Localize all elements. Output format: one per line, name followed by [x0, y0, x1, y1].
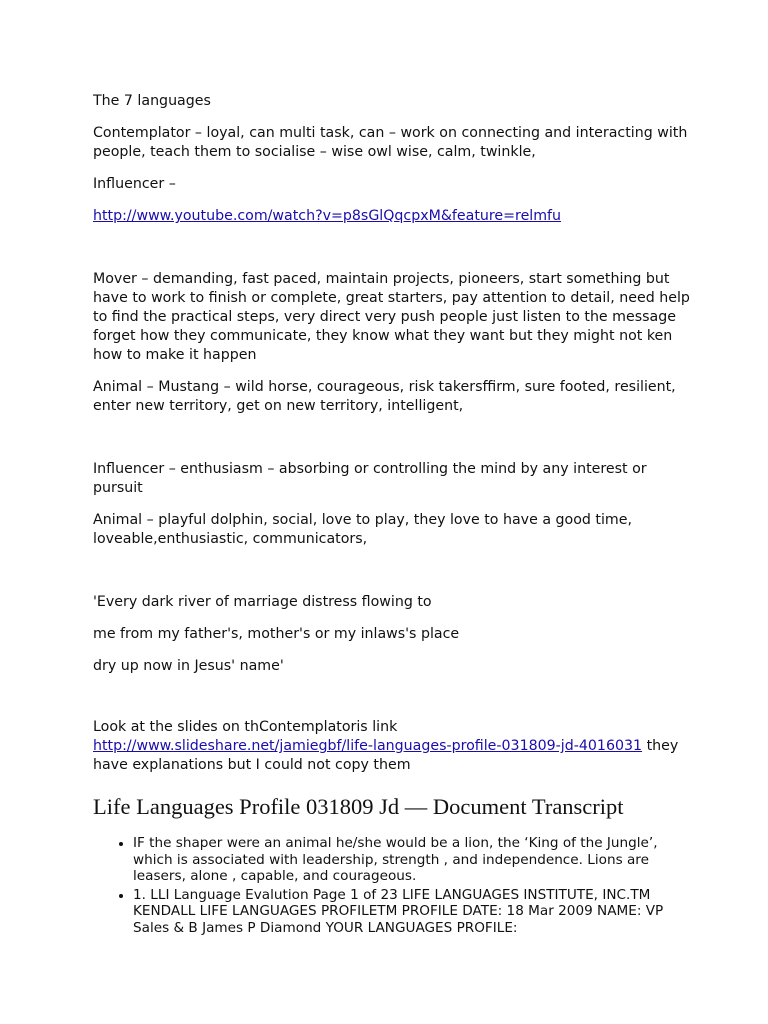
- transcript-list: [93, 835, 693, 936]
- youtube-link[interactable]: http://www.youtube.com/watch?v=p8sGlQqcpxM&feature=relmfu: [93, 208, 562, 224]
- influencer-animal-paragraph: Animal – playful dolphin, social, love to play, they love to have a good time, loveable,enthusiastic, communicators,: [93, 512, 632, 547]
- youtube-paragraph: [93, 207, 693, 226]
- mover-paragraph: Mover – demanding, fast paced, maintain projects, pioneers, start something but have to work to finish or complete, great starters, pay attention to detail, need help to find the practical steps, very direct very push people just listen to the message forget how they communicate, they know what they want but they might not ken how to make it happen: [93, 271, 690, 363]
- document-title-line: The 7 languages: [93, 93, 211, 109]
- transcript-heading: Life Languages Profile 031809 Jd — Document Transcript: [93, 794, 624, 819]
- transcript-item: • IF the shaper were an animal he/she would be a lion, the ‘King of the Jungle’, which is associated with leadership, strength , and independence. Lions are leasers, alone , capable, and courageous.: [133, 835, 693, 885]
- slides-outro: they have explanations but I could not copy them: [93, 738, 679, 773]
- spacer: [93, 239, 693, 270]
- slides-intro: Look at the slides on thContemplatoris link: [93, 719, 398, 735]
- slides-paragraph: [93, 718, 693, 775]
- spacer: [93, 562, 693, 593]
- prayer-line-3: dry up now in Jesus' name': [93, 658, 284, 674]
- document-body: [93, 92, 693, 938]
- prayer-line-2: me from my father's, mother's or my inlaws's place: [93, 626, 460, 642]
- spacer: [93, 429, 693, 460]
- transcript-item: • 1. LLI Language Evalution Page 1 of 23 LIFE LANGUAGES INSTITUTE, INC.TM KENDALL LIFE LANGUAGES PROFILETM PROFILE DATE: 18 Mar 2009 NAME: VP Sales & B James P Diamond YOUR LANGUAGES PROFILE:: [133, 887, 693, 937]
- spacer: [93, 689, 693, 718]
- slideshare-link[interactable]: http://www.slideshare.net/jamiegbf/life-languages-profile-031809-jd-4016031: [93, 738, 643, 754]
- influencer-paragraph: Influencer – enthusiasm – absorbing or controlling the mind by any interest or pursuit: [93, 461, 647, 496]
- contemplator-paragraph: Contemplator – loyal, can multi task, can – work on connecting and interacting with people, teach them to socialise – wise owl wise, calm, twinkle,: [93, 125, 688, 160]
- prayer-line-1: 'Every dark river of marriage distress flowing to: [93, 594, 432, 610]
- mover-animal-paragraph: Animal – Mustang – wild horse, courageous, risk takersffirm, sure footed, resilient, enter new territory, get on new territory, intelligent,: [93, 379, 676, 414]
- influencer-label: Influencer –: [93, 176, 176, 192]
